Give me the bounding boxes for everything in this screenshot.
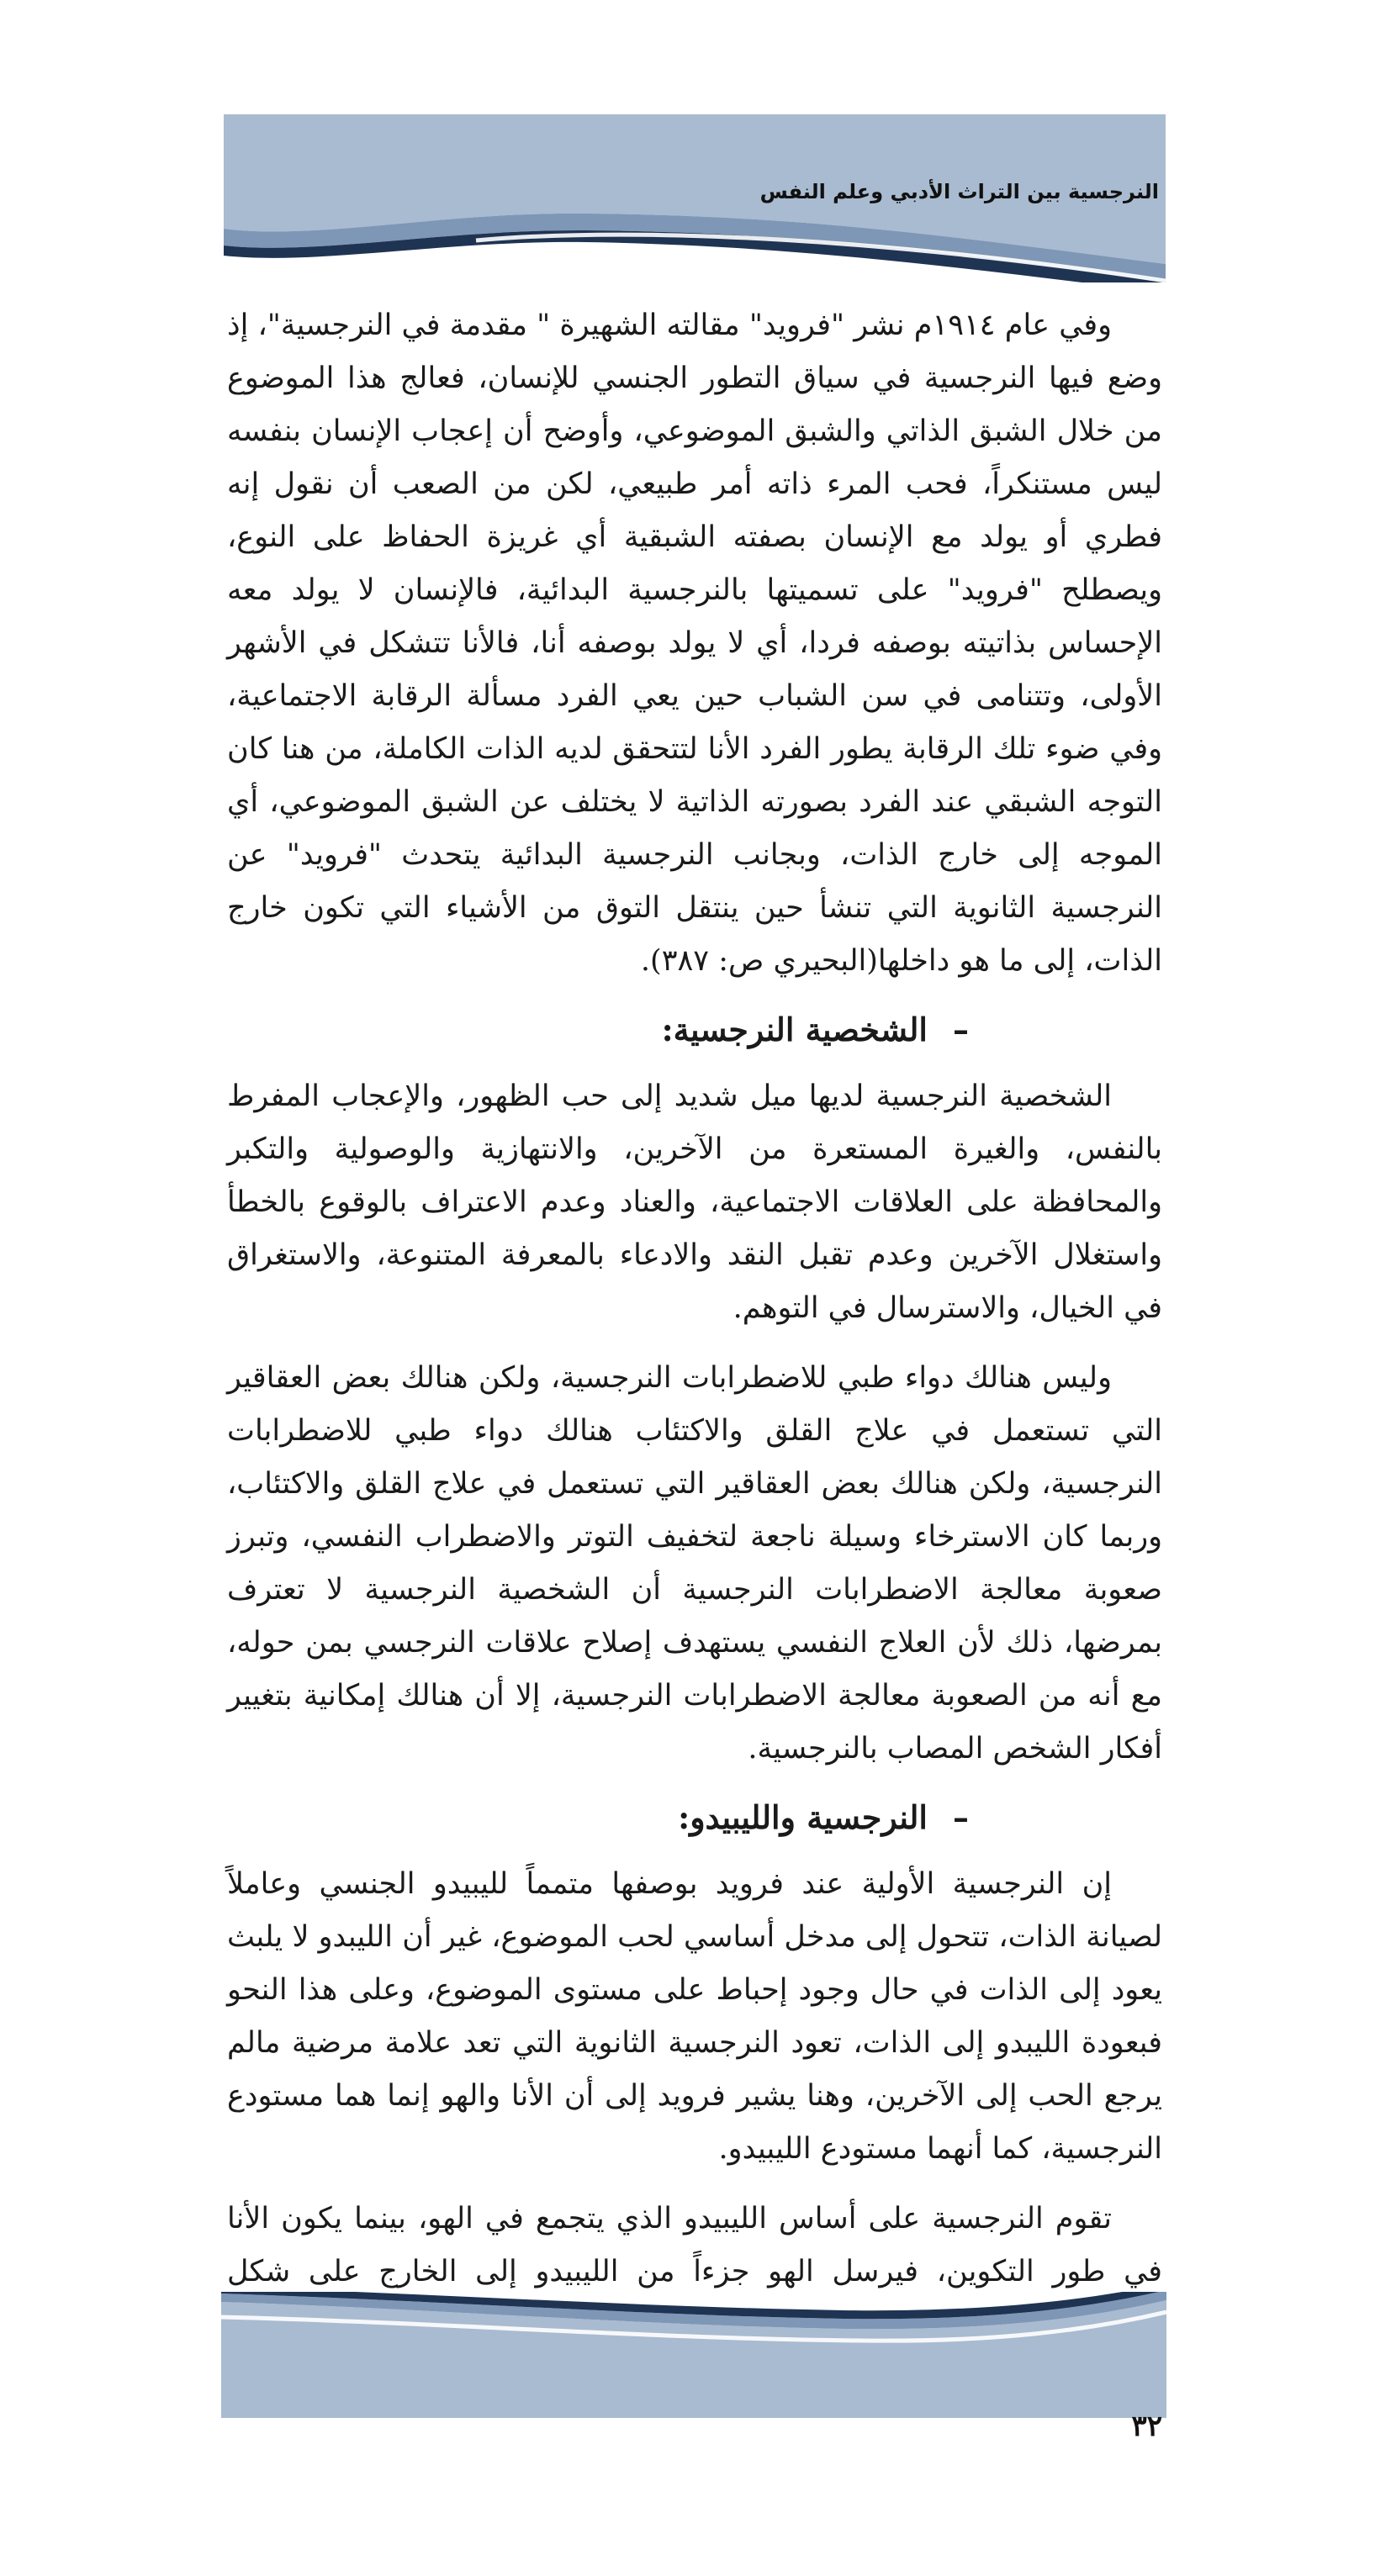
paragraph-2: الشخصية النرجسية لديها ميل شديد إلى حب الظهور، والإعجاب المفرط بالنفس، والغيرة المستعرة من الآخرين، والانتهازية والوصولية والتكبر والمحافظة على العلاقات الاجتماعية، والعناد وعدم الاعتراف بالوقوع بالخطأ واستغلال الآخرين وعدم تقبل النقد والادعاء بالمعرفة المتنوعة، والاستغراق في الخيال، والاسترسال في التوهم.	[227, 1079, 1162, 1325]
heading-dash: –	[953, 1798, 969, 1836]
header-banner	[224, 114, 1166, 282]
paragraph-4: إن النرجسية الأولية عند فرويد بوصفها متمماً لليبيدو الجنسي وعاملاً لصيانة الذات، تتحول إلى مدخل أساسي لحب الموضوع، غير أن الليبدو لا يلبث يعود إلى الذات في حال وجود إحباط على مستوى الموضوع، وعلى هذا النحو فبعودة الليبدو إلى الذات، تعود النرجسية الثانوية التي تعد علامة مرضية مالم يرجع الحب إلى الآخرين، وهنا يشير فرويد إلى أن الأنا والهو إنما هما مستودع النرجسية، كما أنهما مستودع الليبيدو.	[227, 1867, 1162, 2166]
page	[224, 114, 1166, 2443]
page-number: ٣٢	[1131, 2410, 1162, 2443]
section-heading-narcissistic-personality	[227, 1005, 1162, 1055]
running-header-title: النرجسية بين التراث الأدبي وعلم النفس	[759, 180, 1159, 203]
heading-dash: –	[953, 1011, 969, 1048]
section-heading-text: النرجسية والليبيدو:	[678, 1798, 928, 1836]
paragraph-1: وفي عام ١٩١٤م نشر "فرويد" مقالته الشهيرة " مقدمة في النرجسية"، إذ وضع فيها النرجسية في سياق التطور الجنسي للإنسان، فعالج هذا الموضوع من خلال الشبق الذاتي والشبق الموضوعي، وأوضح أن إعجاب الإنسان بنفسه ليس مستنكراً، فحب المرء ذاته أمر طبيعي، لكن من الصعب أن نقول إنه فطري أو يولد مع الإنسان بصفته الشبقية أي غريزة الحفاظ على النوع، ويصطلح "فرويد" على تسميتها بالنرجسية البدائية، فالإنسان لا يولد معه الإحساس بذاتيته بوصفه فردا، أي لا يولد بوصفه أنا، فالأنا تتشكل في الأشهر الأولى، وتتنامى في سن الشباب حين يعي الفرد مسألة الرقابة الاجتماعية، وفي ضوء تلك الرقابة يطور الفرد الأنا لتتحقق لديه الذات الكاملة، من هنا كان التوجه الشبقي عند الفرد بصورته الذاتية لا يختلف عن الشبق الموضوعي، أي الموجه إلى خارج الذات، وبجانب النرجسية البدائية يتحدث "فرويد" عن النرجسية الثانوية التي تنشأ حين ينتقل التوق من الأشياء التي تكون خارج الذات، إلى ما هو داخلها(البحيري ص: ٣٨٧).	[227, 309, 1162, 978]
paragraph-5: تقوم النرجسية على أساس الليبيدو الذي يتجمع في الهو، بينما يكون الأنا في طور التكوين، فيرسل الهو جزءاً من الليبيدو إلى الخارج على شكل	[227, 2202, 1162, 2288]
paragraph-3: وليس هنالك دواء طبي للاضطرابات النرجسية، ولكن هنالك بعض العقاقير التي تستعمل في علاج القلق والاكتئاب هنالك دواء طبي للاضطرابات النرجسية، ولكن هنالك بعض العقاقير التي تستعمل في علاج القلق والاكتئاب، وربما كان الاسترخاء وسيلة ناجعة لتخفيف التوتر والاضطراب النفسي، وتبرز صعوبة معالجة الاضطرابات النرجسية أن الشخصية النرجسية لا تعترف بمرضها، ذلك لأن العلاج النفسي يستهدف إصلاح علاقات النرجسي بمن حوله، مع أنه من الصعوبة معالجة الاضطرابات النرجسية، إلا أن هنالك إمكانية بتغيير أفكار الشخص المصاب بالنرجسية.	[227, 1361, 1162, 1766]
section-heading-text: الشخصية النرجسية:	[661, 1011, 928, 1048]
main-content	[224, 299, 1166, 2421]
footer-banner	[221, 2292, 1166, 2418]
footer-wave-graphic	[221, 2292, 1166, 2418]
section-heading-narcissism-libido	[227, 1792, 1162, 1843]
